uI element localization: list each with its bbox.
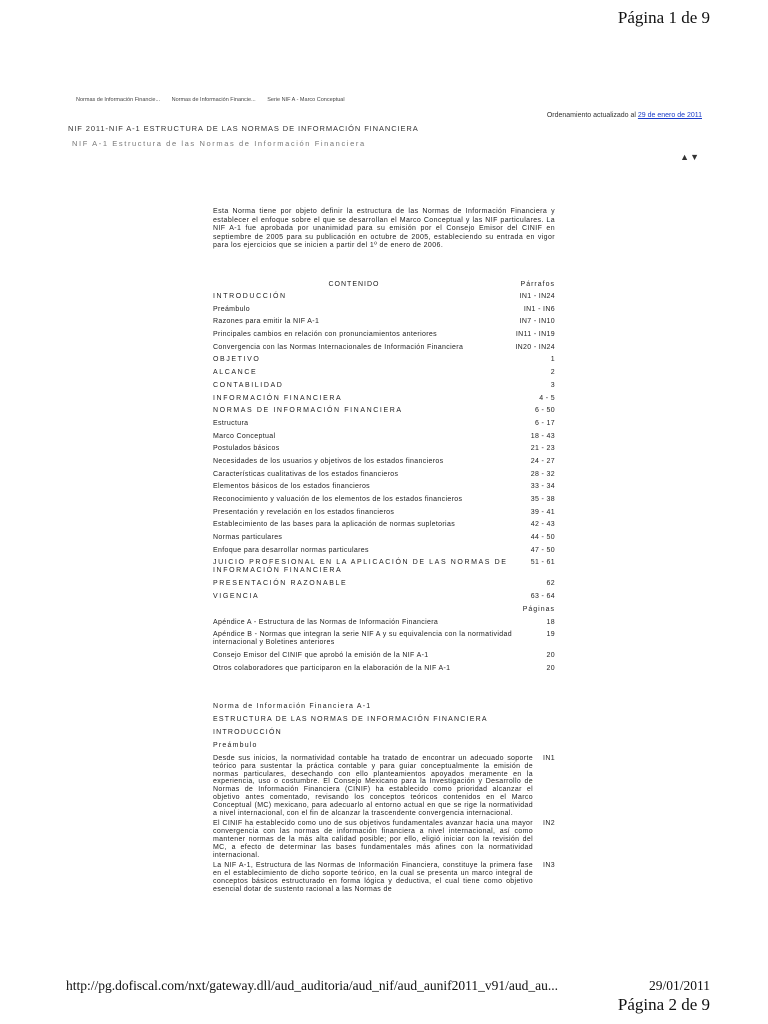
page-title: NIF 2011-NIF A-1 ESTRUCTURA DE LAS NORMAS DE INFORMACIÓN FINANCIERA	[68, 124, 419, 133]
paragraph-text: Desde sus inicios, la normatividad contable ha tratado de encontrar un adecuado soporte teórico para sustentar la práctica contable y para guiar conceptualmente la emisión de normas particulares, desechando con ello planteamientos apoyados meramente en la experiencia, uso o costumbre. El Consejo Mexicano para la Investigación y Desarrollo de Normas de Información Financiera (CINIF) ha establecido como prioridad alcanzar el objetivo antes comentado, revisando los conceptos teóricos contenidos en el Marco Conceptual (MC) mexicano, para adecuarlo al entorno actual en que se rige la normatividad a nivel internacional, con el fin de alcanzar la trascendente convergencia internacional.	[213, 755, 533, 817]
toc-header	[213, 278, 555, 291]
toc-row-label: Normas particulares	[213, 534, 283, 542]
toc-row[interactable]	[213, 431, 555, 444]
toc-row-label: Necesidades de los usuarios y objetivos de los estados financieros	[213, 457, 444, 465]
toc-row[interactable]	[213, 354, 555, 367]
toc-row-label: CONTABILIDAD	[213, 381, 284, 389]
toc-row-ref: 44 - 50	[530, 534, 555, 542]
toc-row[interactable]	[213, 418, 555, 431]
toc-row-ref: 3	[550, 381, 555, 389]
nav-arrows-icon[interactable]: ▲▼	[680, 152, 700, 162]
toc-row-ref: 24 - 27	[530, 457, 555, 465]
toc-row-label: Consejo Emisor del CINIF que aprobó la emisión de la NIF A-1	[213, 652, 429, 660]
toc-row[interactable]	[213, 380, 555, 393]
toc-row-label: Reconocimiento y valuación de los elementos de los estados financieros	[213, 496, 463, 503]
toc-row-ref: 28 - 32	[530, 470, 555, 478]
paragraph	[213, 862, 555, 893]
toc-row[interactable]	[213, 481, 555, 494]
paragraph-text: La NIF A-1, Estructura de las Normas de Información Financiera, constituye la primera fase en el establecimiento de dicho soporte teórico, en la cual se presenta un marco integral de conceptos básicos estructurado en forma lógica y deductiva, el cual tiene como objetivo esencial dotar de sustento racional a las Normas de	[213, 862, 533, 893]
toc-contents-header: CONTENIDO	[328, 281, 380, 288]
toc-row-ref: 18 - 43	[530, 432, 555, 440]
paragraph	[213, 755, 555, 817]
toc-pages-header-row	[213, 604, 555, 617]
toc-paragraphs-header: Párrafos	[520, 281, 555, 288]
toc-row-label: Marco Conceptual	[213, 432, 276, 440]
document-body	[213, 700, 555, 894]
toc-row-ref: 47 - 50	[530, 546, 555, 554]
toc-rows	[213, 291, 555, 604]
footer-date: 29/01/2011	[648, 978, 710, 993]
toc-row-label: Apéndice B - Normas que integran la serie NIF A y su equivalencia con la normatividad internacional y Boletines anteriores	[213, 631, 513, 647]
norm-title: ESTRUCTURA DE LAS NORMAS DE INFORMACIÓN FINANCIERA	[213, 716, 488, 723]
page-number-bottom: Página 2 de 9	[617, 995, 710, 1014]
toc-row[interactable]	[213, 316, 555, 329]
toc-row-ref: 51 - 61	[530, 559, 555, 567]
toc-row-ref: 4 - 5	[539, 394, 555, 402]
toc-row[interactable]	[213, 342, 555, 355]
toc-row-ref: IN1 - IN24	[519, 293, 555, 300]
toc-row-ref: 1	[550, 356, 555, 364]
toc-row-label: Enfoque para desarrollar normas particulares	[213, 546, 369, 554]
toc-row-label: NORMAS DE INFORMACIÓN FINANCIERA	[213, 407, 403, 415]
toc-appendix	[213, 617, 555, 684]
toc-row[interactable]	[213, 519, 555, 532]
toc-row-label: VIGENCIA	[213, 593, 260, 601]
toc-pages-header: Páginas	[522, 605, 555, 613]
toc-row-label: Apéndice A - Estructura de las Normas de Información Financiera	[213, 618, 439, 626]
toc-row-ref: 35 - 38	[530, 496, 555, 503]
intro-paragraph: Esta Norma tiene por objeto definir la estructura de las Normas de Información Financiera y establecer el enfoque sobre el que se desarrollan el Marco Conceptual y las NIF particulares. La NIF A-1 fue aprobada por unanimidad para su emisión por el Consejo Emisor del CINIF en septiembre de 2005 para su publicación en octubre de 2005, estableciendo su entrada en vigor para los ejercicios que se inicien a partir del 1º de enero de 2006.	[213, 208, 555, 250]
toc-row-label: PRESENTACIÓN RAZONABLE	[213, 580, 348, 588]
update-notice	[547, 112, 702, 119]
toc-row-ref: 6 - 17	[535, 419, 555, 427]
toc-row-ref: IN11 - IN19	[515, 331, 555, 339]
toc-row-label: INFORMACIÓN FINANCIERA	[213, 394, 343, 402]
toc-row-label: Postulados básicos	[213, 445, 280, 453]
toc-row-ref: 19	[546, 631, 555, 639]
toc-row[interactable]	[213, 507, 555, 520]
paragraph-list	[213, 755, 555, 894]
toc-row-label: INTRODUCCIÓN	[213, 293, 287, 300]
toc-row[interactable]	[213, 329, 555, 342]
toc-row-label: Estructura	[213, 419, 249, 427]
toc-row-ref: IN20 - IN24	[515, 343, 555, 351]
paragraph-number: IN2	[543, 820, 555, 828]
toc-row[interactable]	[213, 393, 555, 406]
toc-row-ref: 18	[546, 618, 555, 626]
toc-row[interactable]	[213, 532, 555, 545]
section-heading: INTRODUCCIÓN	[213, 729, 282, 736]
paragraph-text: El CINIF ha establecido como uno de sus objetivos fundamentales avanzar hacia una mayor convergencia con las normas de información financiera a nivel internacional, así como mantener normas de la más alta calidad posible; por ello, eligió iniciar con la revisión del MC, a efecto de determinar las bases fundamentales más afines con la normatividad internacional.	[213, 820, 533, 859]
toc-row[interactable]	[213, 443, 555, 456]
toc-row[interactable]	[213, 557, 555, 578]
breadcrumb-item[interactable]: Normas de Información Financie...	[171, 97, 256, 103]
breadcrumb-item[interactable]: Normas de Información Financie...	[76, 97, 161, 103]
paragraph-number: IN1	[543, 755, 555, 762]
toc-row[interactable]	[213, 650, 555, 663]
paragraph-number: IN3	[543, 862, 555, 870]
toc-row-label: Características cualitativas de los estados financieros	[213, 470, 399, 478]
subsection-heading: Preámbulo	[213, 742, 258, 749]
page-number-top: Página 1 de 9	[617, 8, 710, 27]
toc-row-ref: 42 - 43	[530, 521, 555, 529]
toc-row[interactable]	[213, 617, 555, 630]
toc-row-label: Elementos básicos de los estados financieros	[213, 483, 371, 491]
toc-row[interactable]	[213, 663, 555, 684]
toc-row-label: Otros colaboradores que participaron en la elaboración de la NIF A-1	[213, 664, 451, 672]
toc-row[interactable]	[213, 591, 555, 604]
toc-row-ref: 21 - 23	[530, 445, 555, 453]
table-of-contents	[213, 278, 555, 684]
toc-row-ref: 6 - 50	[535, 407, 555, 415]
toc-row[interactable]	[213, 456, 555, 469]
toc-row-ref: IN1 - IN6	[523, 305, 555, 313]
norm-heading: Norma de Información Financiera A-1	[213, 703, 372, 710]
toc-row-label: Establecimiento de las bases para la aplicación de normas supletorias	[213, 521, 456, 529]
toc-row[interactable]	[213, 304, 555, 317]
paragraph	[213, 820, 555, 859]
toc-row-ref: 62	[546, 580, 555, 588]
toc-row[interactable]	[213, 367, 555, 380]
page-subtitle: NIF A-1 Estructura de las Normas de Información Financiera	[72, 139, 366, 148]
toc-row-label: ALCANCE	[213, 369, 258, 377]
toc-row[interactable]	[213, 405, 555, 418]
toc-row-ref: 2	[550, 369, 555, 377]
footer-url: http://pg.dofiscal.com/nxt/gateway.dll/aud_auditoria/aud_nif/aud_aunif2011_v91/aud_au...	[66, 978, 559, 993]
update-date-link[interactable]: 29 de enero de 2011	[637, 112, 702, 119]
update-label: Ordenamiento actualizado al	[546, 112, 636, 119]
toc-row-ref: 33 - 34	[530, 483, 555, 491]
toc-row[interactable]	[213, 469, 555, 482]
breadcrumb-item[interactable]: Serie NIF A - Marco Conceptual	[267, 97, 345, 103]
toc-row-ref: 20	[546, 664, 555, 672]
toc-row[interactable]	[213, 629, 555, 650]
toc-row-label: Presentación y revelación en los estados financieros	[213, 508, 395, 516]
toc-row-label: Preámbulo	[213, 305, 251, 313]
toc-row-ref: IN7 - IN10	[519, 318, 555, 326]
toc-row[interactable]	[213, 291, 555, 304]
toc-row-label: OBJETIVO	[213, 356, 261, 364]
toc-row[interactable]	[213, 545, 555, 558]
toc-row-label: Razones para emitir la NIF A-1	[213, 318, 320, 326]
toc-row-label: JUICIO PROFESIONAL EN LA APLICACIÓN DE LAS NORMAS DE INFORMACIÓN FINANCIERA	[213, 559, 508, 575]
toc-row-label: Convergencia con las Normas Internacionales de Información Financiera	[213, 343, 464, 351]
toc-row-label: Principales cambios en relación con pronunciamientos anteriores	[213, 331, 437, 339]
toc-row[interactable]	[213, 494, 555, 507]
breadcrumb	[76, 97, 355, 103]
toc-row-ref: 39 - 41	[530, 508, 555, 516]
toc-row[interactable]	[213, 578, 555, 591]
toc-row-ref: 20	[546, 652, 555, 660]
toc-row-ref: 63 - 64	[530, 593, 555, 601]
